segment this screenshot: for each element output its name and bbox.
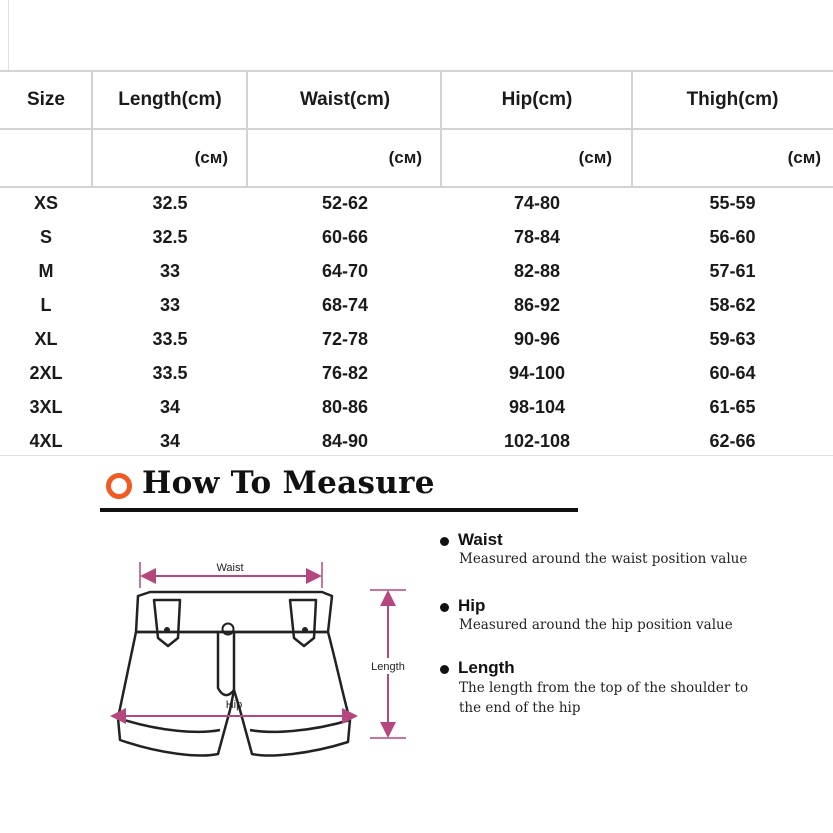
cell-thigh: 57-61 xyxy=(709,260,756,281)
cell-size: 4XL xyxy=(29,430,63,451)
cell-waist: 76-82 xyxy=(321,362,369,383)
cell-waist: 72-78 xyxy=(321,328,369,349)
table-top-band xyxy=(0,0,833,72)
cell-length: 32.5 xyxy=(152,226,188,247)
cell-thigh: 59-63 xyxy=(709,328,756,349)
legend-title: Waist xyxy=(458,530,503,549)
how-to-measure-heading xyxy=(100,463,580,513)
cell-length: 34 xyxy=(159,396,181,417)
divider xyxy=(8,0,9,70)
table-row xyxy=(0,186,833,220)
cell-thigh: 62-66 xyxy=(709,430,756,451)
unit-waist: (см) xyxy=(388,148,422,167)
length-label: Length xyxy=(371,661,405,673)
table-row xyxy=(0,424,833,458)
button-icon xyxy=(164,627,170,633)
unit-hip: (см) xyxy=(578,148,612,167)
unit-size xyxy=(0,130,92,186)
cell-size: 3XL xyxy=(29,396,63,417)
table-row xyxy=(0,288,833,322)
divider xyxy=(91,72,93,188)
legend-desc: Measured around the waist position value xyxy=(459,551,748,567)
cell-length: 32.5 xyxy=(152,192,188,213)
cell-waist: 68-74 xyxy=(321,294,369,315)
table-row xyxy=(0,390,833,424)
waist-label: Waist xyxy=(216,562,244,574)
header-length: Length(cm) xyxy=(118,89,222,110)
cell-waist: 60-66 xyxy=(321,226,369,247)
cell-waist: 64-70 xyxy=(321,260,369,281)
cell-hip: 98-104 xyxy=(508,396,566,417)
cell-hip: 74-80 xyxy=(513,192,561,213)
divider xyxy=(246,72,248,188)
table-row xyxy=(0,220,833,254)
header-waist: Waist(cm) xyxy=(299,89,391,110)
cell-waist: 52-62 xyxy=(321,192,369,213)
cell-hip: 78-84 xyxy=(513,226,561,247)
button-icon xyxy=(302,627,308,633)
cell-length: 33 xyxy=(159,294,181,315)
shorts-diagram xyxy=(100,540,430,785)
cell-hip: 102-108 xyxy=(503,430,571,451)
table-row xyxy=(0,356,833,390)
legend-desc: The length from the top of the shoulder to xyxy=(459,680,749,696)
cell-thigh: 60-64 xyxy=(709,362,756,383)
cell-hip: 82-88 xyxy=(513,260,561,281)
divider xyxy=(0,455,833,456)
header-thigh: Thigh(cm) xyxy=(686,89,779,110)
bullet-icon xyxy=(440,537,449,546)
cell-size: XS xyxy=(33,192,58,213)
cell-thigh: 55-59 xyxy=(709,192,756,213)
title-underline xyxy=(100,508,578,512)
cell-size: XL xyxy=(34,328,58,349)
cell-length: 34 xyxy=(159,430,181,451)
cell-size: S xyxy=(39,226,52,247)
cell-size: M xyxy=(38,260,54,281)
unit-thigh: (см) xyxy=(787,148,821,167)
header-size: Size xyxy=(26,89,66,110)
header-hip: Hip(cm) xyxy=(501,89,573,110)
unit-length: (см) xyxy=(194,148,228,167)
cell-thigh: 58-62 xyxy=(709,294,756,315)
cell-size: 2XL xyxy=(29,362,63,383)
shorts-outline xyxy=(118,592,350,756)
cell-thigh: 61-65 xyxy=(709,396,756,417)
cell-length: 33.5 xyxy=(152,328,188,349)
legend-desc: Measured around the hip position value xyxy=(459,617,733,633)
legend-title: Hip xyxy=(458,596,486,615)
table-units-row xyxy=(0,130,833,186)
legend-title: Length xyxy=(458,658,515,677)
circle-bullet-icon xyxy=(106,473,132,499)
cell-hip: 86-92 xyxy=(513,294,561,315)
divider xyxy=(440,72,442,188)
cell-length: 33.5 xyxy=(152,362,188,383)
cell-hip: 94-100 xyxy=(508,362,566,383)
cell-hip: 90-96 xyxy=(513,328,561,349)
cell-length: 33 xyxy=(159,260,181,281)
table-row xyxy=(0,322,833,356)
cell-thigh: 56-60 xyxy=(709,226,756,247)
cell-waist: 84-90 xyxy=(321,430,369,451)
bullet-icon xyxy=(440,603,449,612)
divider xyxy=(631,72,633,188)
table-header-row xyxy=(0,72,833,128)
cell-waist: 80-86 xyxy=(321,396,369,417)
hip-label: Hip xyxy=(225,699,243,711)
section-title: How To Measure xyxy=(142,465,435,501)
bullet-icon xyxy=(440,665,449,674)
legend-desc: the end of the hip xyxy=(459,700,581,716)
cell-size: L xyxy=(40,294,52,315)
table-row xyxy=(0,254,833,288)
